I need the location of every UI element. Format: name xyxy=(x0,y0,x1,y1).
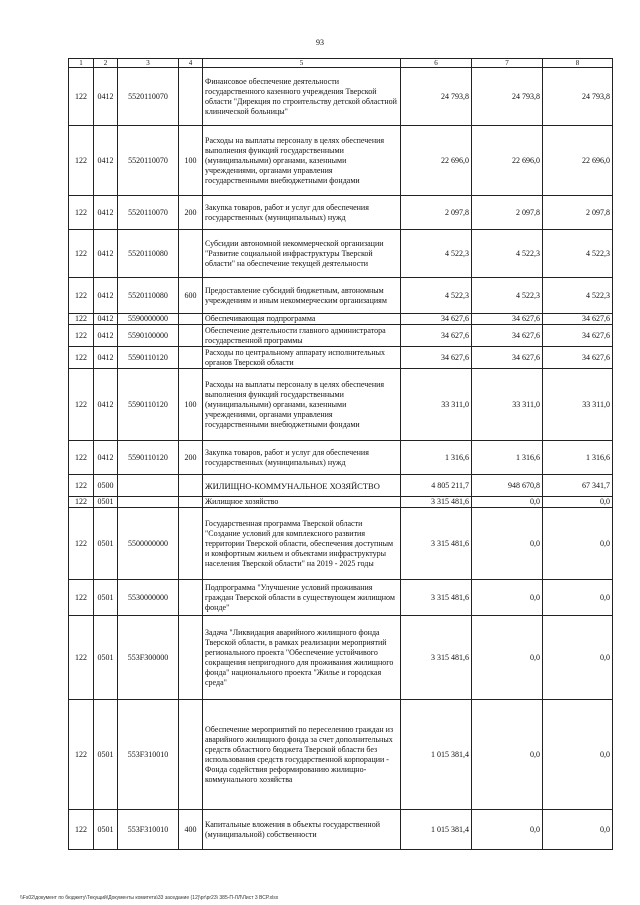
rzpr-code-cell: 122 xyxy=(69,68,94,126)
rzpr-code-cell: 122 xyxy=(69,700,94,810)
table-row xyxy=(69,325,613,347)
section-code-cell: 0412 xyxy=(94,441,118,475)
amount-year2-cell: 34 627,6 xyxy=(472,325,543,347)
amount-year2-cell: 0,0 xyxy=(472,700,543,810)
description-cell: Задача "Ликвидация аварийного жилищного фонда Тверской области, в рамках реализации мероприятий регионального проекта "Обеспечение устойчивого сокращения непригодного для проживания жилищного фонда" национального проекта "Жилье и городская среда" xyxy=(203,616,401,700)
table-row xyxy=(69,369,613,441)
table-row xyxy=(69,441,613,475)
column-number: 5 xyxy=(203,59,401,68)
rzpr-code-cell: 122 xyxy=(69,508,94,580)
rzpr-code-cell: 122 xyxy=(69,126,94,196)
target-article-cell: 5520110070 xyxy=(118,126,179,196)
description-cell: Закупка товаров, работ и услуг для обеспечения государственных (муниципальных) нужд xyxy=(203,441,401,475)
target-article-cell: 5590110120 xyxy=(118,369,179,441)
rzpr-code-cell: 122 xyxy=(69,580,94,616)
target-article-cell xyxy=(118,475,179,497)
amount-year2-cell: 1 316,6 xyxy=(472,441,543,475)
amount-year1-cell: 3 315 481,6 xyxy=(401,580,472,616)
amount-year2-cell: 34 627,6 xyxy=(472,314,543,325)
amount-year2-cell: 22 696,0 xyxy=(472,126,543,196)
target-article-cell: 553F310010 xyxy=(118,700,179,810)
description-cell: Государственная программа Тверской области "Создание условий для комплексного развития территории Тверской области, обеспечения доступным и комфортным жильем и объектами инфраструктуры населения Тверской области" на 2019 - 2025 годы xyxy=(203,508,401,580)
section-code-cell: 0501 xyxy=(94,616,118,700)
target-article-cell: 5500000000 xyxy=(118,508,179,580)
amount-year3-cell: 4 522,3 xyxy=(543,278,613,314)
table-row xyxy=(69,230,613,278)
rzpr-code-cell: 122 xyxy=(69,475,94,497)
section-code-cell: 0412 xyxy=(94,314,118,325)
rzpr-code-cell: 122 xyxy=(69,196,94,230)
description-cell: Предоставление субсидий бюджетным, автономным учреждениям и иным некоммерческим организациям xyxy=(203,278,401,314)
table-row xyxy=(69,126,613,196)
section-code-cell: 0500 xyxy=(94,475,118,497)
amount-year1-cell: 1 015 381,4 xyxy=(401,700,472,810)
description-cell: Жилищное хозяйство xyxy=(203,497,401,508)
amount-year3-cell: 33 311,0 xyxy=(543,369,613,441)
expense-type-cell xyxy=(179,508,203,580)
amount-year1-cell: 22 696,0 xyxy=(401,126,472,196)
amount-year1-cell: 34 627,6 xyxy=(401,325,472,347)
footer-file-path: \\Fs02\документ по бюджету\Текущий\Документы комитета\33 заседание (12)\pr\pr23\ 385-П-ЛЛ\Лист 3 ВСР.xlsx xyxy=(20,895,279,901)
amount-year3-cell: 1 316,6 xyxy=(543,441,613,475)
table-row xyxy=(69,347,613,369)
amount-year3-cell: 0,0 xyxy=(543,580,613,616)
description-cell: Субсидии автономной некоммерческой организации "Развитие социальной инфраструктуры Тверской области" на обеспечение текущей деятельности xyxy=(203,230,401,278)
section-code-cell: 0412 xyxy=(94,196,118,230)
target-article-cell: 5530000000 xyxy=(118,580,179,616)
column-number: 7 xyxy=(472,59,543,68)
amount-year1-cell: 1 316,6 xyxy=(401,441,472,475)
amount-year3-cell: 34 627,6 xyxy=(543,314,613,325)
expense-type-cell xyxy=(179,700,203,810)
target-article-cell xyxy=(118,497,179,508)
section-code-cell: 0412 xyxy=(94,347,118,369)
expense-type-cell xyxy=(179,580,203,616)
table-row xyxy=(69,700,613,810)
rzpr-code-cell: 122 xyxy=(69,278,94,314)
amount-year2-cell: 24 793,8 xyxy=(472,68,543,126)
expense-type-cell xyxy=(179,314,203,325)
description-cell: Обеспечение деятельности главного администратора государственной программы xyxy=(203,325,401,347)
description-cell: Расходы на выплаты персоналу в целях обеспечения выполнения функций государственными (муниципальными) органами, казенными учреждениями, органами управления государственными внебюджетными фондами xyxy=(203,369,401,441)
amount-year1-cell: 1 015 381,4 xyxy=(401,810,472,850)
amount-year1-cell: 3 315 481,6 xyxy=(401,497,472,508)
column-number: 6 xyxy=(401,59,472,68)
column-number: 3 xyxy=(118,59,179,68)
amount-year2-cell: 4 522,3 xyxy=(472,230,543,278)
target-article-cell: 553F310010 xyxy=(118,810,179,850)
target-article-cell: 5590110120 xyxy=(118,347,179,369)
amount-year1-cell: 24 793,8 xyxy=(401,68,472,126)
section-code-cell: 0412 xyxy=(94,230,118,278)
column-number: 1 xyxy=(69,59,94,68)
rzpr-code-cell: 122 xyxy=(69,616,94,700)
target-article-cell: 5590000000 xyxy=(118,314,179,325)
amount-year3-cell: 67 341,7 xyxy=(543,475,613,497)
amount-year1-cell: 33 311,0 xyxy=(401,369,472,441)
table-row xyxy=(69,475,613,497)
amount-year2-cell: 34 627,6 xyxy=(472,347,543,369)
target-article-cell: 5520110080 xyxy=(118,278,179,314)
description-cell: Подпрограмма "Улучшение условий проживания граждан Тверской области в существующем жилищном фонде" xyxy=(203,580,401,616)
column-number: 2 xyxy=(94,59,118,68)
description-cell: Капитальные вложения в объекты государственной (муниципальной) собственности xyxy=(203,810,401,850)
target-article-cell: 553F300000 xyxy=(118,616,179,700)
description-cell: Расходы на выплаты персоналу в целях обеспечения выполнения функций государственными (муниципальными) органами, казенными учреждениями, органами управления государственными внебюджетными фондами xyxy=(203,126,401,196)
target-article-cell: 5520110070 xyxy=(118,196,179,230)
rzpr-code-cell: 122 xyxy=(69,441,94,475)
table-row xyxy=(69,580,613,616)
section-code-cell: 0412 xyxy=(94,278,118,314)
expense-type-cell: 200 xyxy=(179,441,203,475)
amount-year2-cell: 0,0 xyxy=(472,508,543,580)
amount-year3-cell: 4 522,3 xyxy=(543,230,613,278)
amount-year2-cell: 948 670,8 xyxy=(472,475,543,497)
target-article-cell: 5520110070 xyxy=(118,68,179,126)
table-row xyxy=(69,497,613,508)
section-code-cell: 0501 xyxy=(94,810,118,850)
expense-type-cell xyxy=(179,347,203,369)
description-cell: ЖИЛИЩНО-КОММУНАЛЬНОЕ ХОЗЯЙСТВО xyxy=(203,475,401,497)
amount-year3-cell: 0,0 xyxy=(543,497,613,508)
target-article-cell: 5590110120 xyxy=(118,441,179,475)
amount-year3-cell: 24 793,8 xyxy=(543,68,613,126)
amount-year2-cell: 33 311,0 xyxy=(472,369,543,441)
table-row xyxy=(69,508,613,580)
table-row xyxy=(69,810,613,850)
section-code-cell: 0501 xyxy=(94,508,118,580)
amount-year1-cell: 3 315 481,6 xyxy=(401,508,472,580)
expense-type-cell: 400 xyxy=(179,810,203,850)
column-number: 4 xyxy=(179,59,203,68)
section-code-cell: 0412 xyxy=(94,68,118,126)
amount-year3-cell: 0,0 xyxy=(543,616,613,700)
amount-year3-cell: 0,0 xyxy=(543,700,613,810)
table-row xyxy=(69,314,613,325)
amount-year2-cell: 0,0 xyxy=(472,580,543,616)
rzpr-code-cell: 122 xyxy=(69,369,94,441)
amount-year2-cell: 4 522,3 xyxy=(472,278,543,314)
section-code-cell: 0501 xyxy=(94,580,118,616)
amount-year2-cell: 0,0 xyxy=(472,616,543,700)
amount-year1-cell: 34 627,6 xyxy=(401,347,472,369)
amount-year1-cell: 4 522,3 xyxy=(401,278,472,314)
table-row xyxy=(69,196,613,230)
expense-type-cell xyxy=(179,475,203,497)
expense-type-cell xyxy=(179,68,203,126)
amount-year2-cell: 0,0 xyxy=(472,810,543,850)
amount-year3-cell: 34 627,6 xyxy=(543,347,613,369)
amount-year2-cell: 2 097,8 xyxy=(472,196,543,230)
section-code-cell: 0501 xyxy=(94,700,118,810)
rzpr-code-cell: 122 xyxy=(69,325,94,347)
rzpr-code-cell: 122 xyxy=(69,497,94,508)
section-code-cell: 0501 xyxy=(94,497,118,508)
target-article-cell: 5520110080 xyxy=(118,230,179,278)
amount-year1-cell: 34 627,6 xyxy=(401,314,472,325)
expense-type-cell: 600 xyxy=(179,278,203,314)
table-row xyxy=(69,68,613,126)
column-number-row xyxy=(69,59,613,68)
expense-type-cell xyxy=(179,325,203,347)
description-cell: Финансовое обеспечение деятельности государственного казенного учреждения Тверской области "Дирекция по строительству детской областной клинической больницы" xyxy=(203,68,401,126)
section-code-cell: 0412 xyxy=(94,126,118,196)
amount-year1-cell: 2 097,8 xyxy=(401,196,472,230)
amount-year3-cell: 34 627,6 xyxy=(543,325,613,347)
amount-year1-cell: 3 315 481,6 xyxy=(401,616,472,700)
expense-type-cell: 200 xyxy=(179,196,203,230)
description-cell: Обеспечивающая подпрограмма xyxy=(203,314,401,325)
description-cell: Закупка товаров, работ и услуг для обеспечения государственных (муниципальных) нужд xyxy=(203,196,401,230)
rzpr-code-cell: 122 xyxy=(69,314,94,325)
amount-year1-cell: 4 805 211,7 xyxy=(401,475,472,497)
page-number: 93 xyxy=(316,38,324,47)
rzpr-code-cell: 122 xyxy=(69,810,94,850)
target-article-cell: 5590100000 xyxy=(118,325,179,347)
rzpr-code-cell: 122 xyxy=(69,347,94,369)
amount-year3-cell: 0,0 xyxy=(543,810,613,850)
amount-year2-cell: 0,0 xyxy=(472,497,543,508)
amount-year3-cell: 0,0 xyxy=(543,508,613,580)
expense-type-cell xyxy=(179,497,203,508)
budget-table xyxy=(68,58,613,850)
expense-type-cell xyxy=(179,616,203,700)
amount-year3-cell: 22 696,0 xyxy=(543,126,613,196)
expense-type-cell: 100 xyxy=(179,369,203,441)
description-cell: Обеспечение мероприятий по переселению граждан из аварийного жилищного фонда за счет дополнительных средств областного бюджета Тверской области без использования средств государственной корпорации - Фонда содействия реформированию жилищно-коммунального хозяйства xyxy=(203,700,401,810)
table-row xyxy=(69,278,613,314)
amount-year1-cell: 4 522,3 xyxy=(401,230,472,278)
amount-year3-cell: 2 097,8 xyxy=(543,196,613,230)
table-row xyxy=(69,616,613,700)
section-code-cell: 0412 xyxy=(94,369,118,441)
expense-type-cell xyxy=(179,230,203,278)
expense-type-cell: 100 xyxy=(179,126,203,196)
section-code-cell: 0412 xyxy=(94,325,118,347)
rzpr-code-cell: 122 xyxy=(69,230,94,278)
column-number: 8 xyxy=(543,59,613,68)
description-cell: Расходы по центральному аппарату исполнительных органов Тверской области xyxy=(203,347,401,369)
